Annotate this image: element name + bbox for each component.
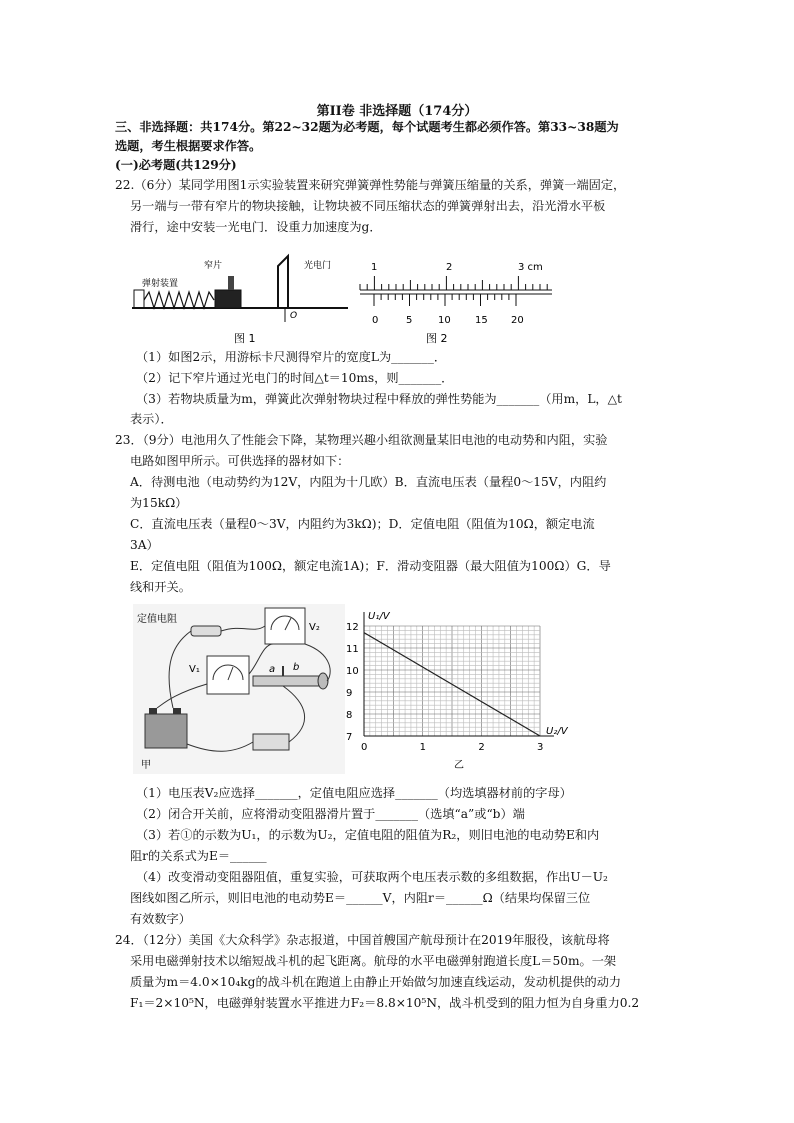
q22-line1: 22.（6分）某同学用图1示实验装置来研究弹簧弹性势能与弹簧压缩量的关系，弹簧一端固定， <box>115 178 626 192</box>
fig1-label-launcher: 弹射装置 <box>142 279 179 289</box>
figure-2-vernier <box>356 250 556 348</box>
vernier-scale <box>360 294 552 306</box>
y-tick-label: 11 <box>346 644 359 655</box>
q23-line4: 为15kΩ） <box>130 496 188 510</box>
vernier-label-20: 20 <box>511 315 524 326</box>
q23-sub3b: 阻r的关系式为E＝______ <box>130 849 267 863</box>
circuit-label-resistor: 定值电阻 <box>137 614 177 625</box>
y-tick-label: 8 <box>346 710 353 721</box>
q23-sub3a: （3）若①的示数为U₁，的示数为U₂，定值电阻的阻值为R₂，则旧电池的电动势E和内 <box>136 828 600 842</box>
vernier-label-0: 0 <box>372 315 379 326</box>
q23-line2: 电路如图甲所示。可供选择的器材如下： <box>130 454 350 468</box>
main-label-3: 3 cm <box>518 262 543 273</box>
section-title: 第II卷 非选择题（174分） <box>316 104 478 119</box>
circuit-caption: 甲 <box>141 760 151 771</box>
vernier-label-15: 15 <box>475 315 488 326</box>
fig1-label-gate: 光电门 <box>304 261 332 271</box>
q23-sub2: （2）闭合开关前，应将滑动变阻器滑片置于_______（选填“a”或“b）端 <box>136 807 525 821</box>
q24-line1: 24．（12分）美国《大众科学》杂志报道，中国首艘国产航母预计在2019年服役，该航母将 <box>115 933 610 947</box>
x-tick-label: 1 <box>419 742 427 753</box>
y-tick-label: 10 <box>346 666 359 677</box>
figure-1-apparatus <box>128 250 360 348</box>
part3-line1: 三、非选择题：共174分。第22~32题为必考题，每个试题考生都必须作答。第33~38题为 <box>115 120 619 134</box>
u1-u2-chart <box>342 604 578 776</box>
switch <box>253 734 289 750</box>
rheostat <box>253 676 321 686</box>
q22-line3: 滑行，途中安装一光电门．设重力加速度为g． <box>130 220 382 234</box>
circuit-figure <box>133 604 345 774</box>
q23-line6: 3A） <box>130 538 159 552</box>
main-label-1: 1 <box>371 262 378 273</box>
q23-line5: C．直流电压表（量程0～3V，内阻约为3kΩ)；D．定值电阻（阻值为10Ω，额定电流 <box>130 517 595 531</box>
q23-sub4c: 有效数字） <box>130 912 191 926</box>
q24-line3: 质量为m＝4.0×10₄kg的战斗机在跑道上由静止开始做匀加速直线运动，发动机提供的动力 <box>130 975 622 989</box>
voltmeter-v2 <box>265 608 305 644</box>
q23-sub4a: （4）改变滑动变阻器阻值，重复实验，可获取两个电压表示数的多组数据，作出U－U₂ <box>136 870 608 884</box>
q23-sub1: （1）电压表V₂应选择_______，定值电阻应选择_______（均选填器材前的字母） <box>136 786 572 800</box>
circuit-label-v1: V₁ <box>189 664 200 675</box>
q24-line4: F₁＝2×10⁵N，电磁弹射装置水平推进力F₂＝8.8×10⁵N，战斗机受到的阻力恒为自身重力0.2 <box>130 996 640 1010</box>
fig2-caption: 图 2 <box>426 332 448 345</box>
q23-sub4b: 图线如图乙所示，则旧电池的电动势E＝______V，内阻r＝______Ω（结果均保留三位 <box>130 891 591 905</box>
part3-line2: 选题，考生根据要求作答。 <box>115 139 262 153</box>
y-tick-label: 12 <box>346 622 359 633</box>
q22-sub2: （2）记下窄片通过光电门的时间△t＝10ms，则_______． <box>136 371 454 385</box>
q23-line3: A．待测电池（电动势约为12V，内阻为十几欧）B．直流电压表（量程0～15V，内阻约 <box>130 475 607 489</box>
chart-caption: 乙 <box>454 760 464 771</box>
circuit-label-v2: V₂ <box>309 622 320 633</box>
chart-xlabel: U₂/V <box>546 726 568 737</box>
q22-line2: 另一端与一带有窄片的物块接触，让物块被不同压缩状态的弹簧弹射出去，沿光滑水平板 <box>130 199 606 213</box>
main-label-2: 2 <box>446 262 453 273</box>
fig1-label-strip: 窄片 <box>204 261 223 271</box>
battery <box>145 714 187 748</box>
main-scale <box>360 276 552 290</box>
required-heading: (一)必考题(共129分) <box>115 158 237 172</box>
q23-line7: E．定值电阻（阻值为100Ω，额定电流1A)；F．滑动变阻器（最大阻值为100Ω）G．导 <box>130 559 611 573</box>
q22-sub1: （1）如图2示，用游标卡尺测得窄片的宽度L为_______． <box>136 350 447 364</box>
y-tick-label: 7 <box>346 732 353 743</box>
q23-line8: 线和开关。 <box>130 580 191 594</box>
y-tick-label: 9 <box>346 688 353 699</box>
q22-sub3b: 表示）． <box>130 412 173 426</box>
fixed-resistor <box>191 626 221 636</box>
circuit-label-a: a <box>269 664 276 675</box>
q22-sub3a: （3）若物块质量为m，弹簧此次弹射物块过程中释放的弹性势能为_______（用m，L，△t <box>136 392 622 406</box>
q24-line2: 采用电磁弹射技术以缩短战斗机的起飞距离。航母的水平电磁弹射跑道长度L＝50m。一架 <box>130 954 617 968</box>
vernier-label-5: 5 <box>406 315 413 326</box>
fig1-caption: 图 1 <box>234 332 256 345</box>
vernier-label-10: 10 <box>438 315 451 326</box>
circuit-label-b: b <box>293 662 300 673</box>
chart-ylabel: U₁/V <box>368 611 390 622</box>
q23-line1: 23．（9分）电池用久了性能会下降，某物理兴趣小组欲测量某旧电池的电动势和内阻，实验 <box>115 433 608 447</box>
chart-grid <box>364 626 540 736</box>
x-tick-label: 2 <box>478 742 485 753</box>
x-tick-label: 3 <box>537 742 544 753</box>
x-tick-label: 0 <box>361 742 368 753</box>
fig1-label-o: O <box>290 311 298 321</box>
